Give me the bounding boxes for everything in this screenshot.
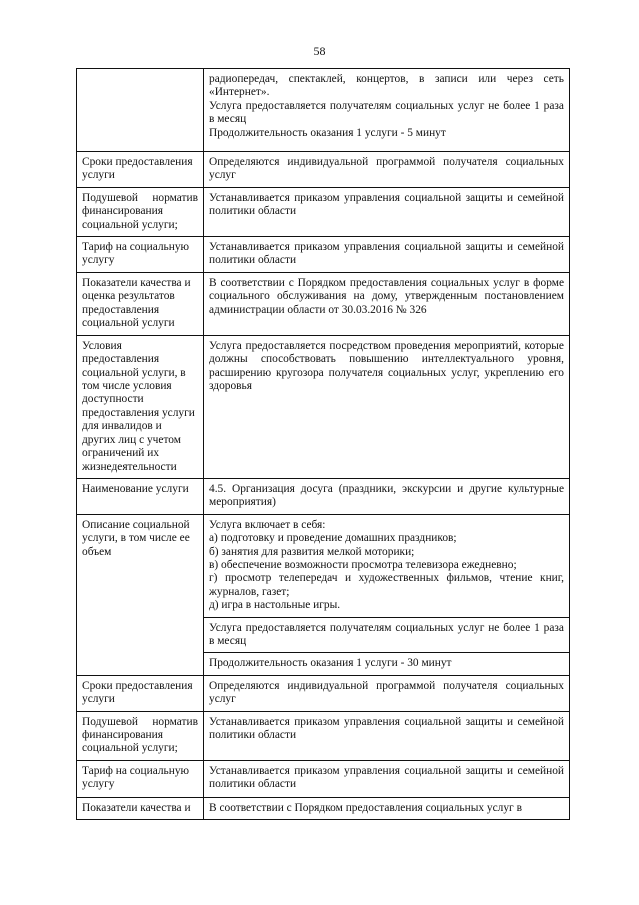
description-line: в) обеспечение возможности просмотра телевизора ежедневно; (209, 558, 517, 571)
row-label: Тариф на социальную услугу (77, 237, 204, 273)
row-label: Тариф на социальную услугу (77, 760, 204, 797)
description-line: б) занятия для развития мелкой моторики; (209, 545, 415, 558)
table-row-tariff (77, 760, 570, 797)
row-label: Сроки предоставления услуги (77, 152, 204, 188)
row-label: Сроки предоставления услуги (77, 675, 204, 711)
row-label: Показатели качества и (77, 797, 204, 819)
row-value: 4.5. Организация досуга (праздники, экскурсии и другие культурные мероприятия) (204, 478, 570, 514)
row-value: В соответствии с Порядком предоставления социальных услуг в (204, 797, 570, 819)
row-value: Устанавливается приказом управления социальной защиты и семейной политики области (204, 237, 570, 273)
row-value: Устанавливается приказом управления социальной защиты и семейной политики области (204, 760, 570, 797)
row-value: В соответствии с Порядком предоставления социальных услуг в форме социального обслуживания на дому, утвержденным постановлением администрации области от 30.03.2016 № 326 (204, 272, 570, 335)
table-row-continuation (77, 69, 570, 152)
row-label: Подушевой норматив финансирования социальной услуги; (77, 711, 204, 760)
services-table (76, 68, 570, 820)
table-row-quality (77, 797, 570, 819)
table-row-description (77, 514, 570, 617)
row-value (204, 514, 570, 617)
duration-text: Продолжительность оказания 1 услуги - 30 минут (204, 653, 570, 675)
row-value: Определяются индивидуальной программой получателя социальных услуг (204, 152, 570, 188)
description-line: а) подготовку и проведение домашних праздников; (209, 532, 457, 545)
frequency-text: Услуга предоставляется получателям социальных услуг не более 1 раза в месяц (204, 617, 570, 653)
table-row-terms (77, 152, 570, 188)
page-number: 58 (313, 44, 326, 58)
row-label (77, 69, 204, 152)
table-row-quality (77, 272, 570, 335)
table-row-funding-norm (77, 187, 570, 236)
description-line: Услуга включает в себя: (209, 518, 326, 531)
description-line: г) просмотр телепередач и художественных фильмов, чтение книг, журналов, газет; (209, 572, 564, 598)
table-row-service-name (77, 478, 570, 514)
description-line: радиопередач, спектаклей, концертов, в записи или через сеть «Интернет». (209, 73, 564, 99)
row-label: Описание социальной услуги, в том числе ее объем (77, 514, 204, 675)
row-label: Показатели качества и оценка результатов предоставления социальной услуги (77, 272, 204, 335)
row-value: Определяются индивидуальной программой получателя социальных услуг (204, 675, 570, 711)
duration-text: Продолжительность оказания 1 услуги - 5 минут (209, 126, 446, 139)
table-row-conditions (77, 335, 570, 478)
row-value: Устанавливается приказом управления социальной защиты и семейной политики области (204, 187, 570, 236)
row-label: Наименование услуги (77, 478, 204, 514)
row-label: Условия предоставления социальной услуги, в том числе условия доступности предоставления услуги для инвалидов и других лиц с учетом ограничений их жизнедеятельности (77, 335, 204, 478)
table-row-terms (77, 675, 570, 711)
description-line: д) игра в настольные игры. (209, 599, 341, 612)
row-value (204, 69, 570, 152)
row-value: Услуга предоставляется посредством проведения мероприятий, которые должны способствовать повышению интеллектуального уровня, расширению кругозора получателя социальных услуг, укреплению его здоровья (204, 335, 570, 478)
table-row-funding-norm (77, 711, 570, 760)
row-value: Устанавливается приказом управления социальной защиты и семейной политики области (204, 711, 570, 760)
frequency-text: Услуга предоставляется получателям социальных услуг не более 1 раза в месяц (209, 99, 564, 126)
row-label: Подушевой норматив финансирования социальной услуги; (77, 187, 204, 236)
table-row-tariff (77, 237, 570, 273)
